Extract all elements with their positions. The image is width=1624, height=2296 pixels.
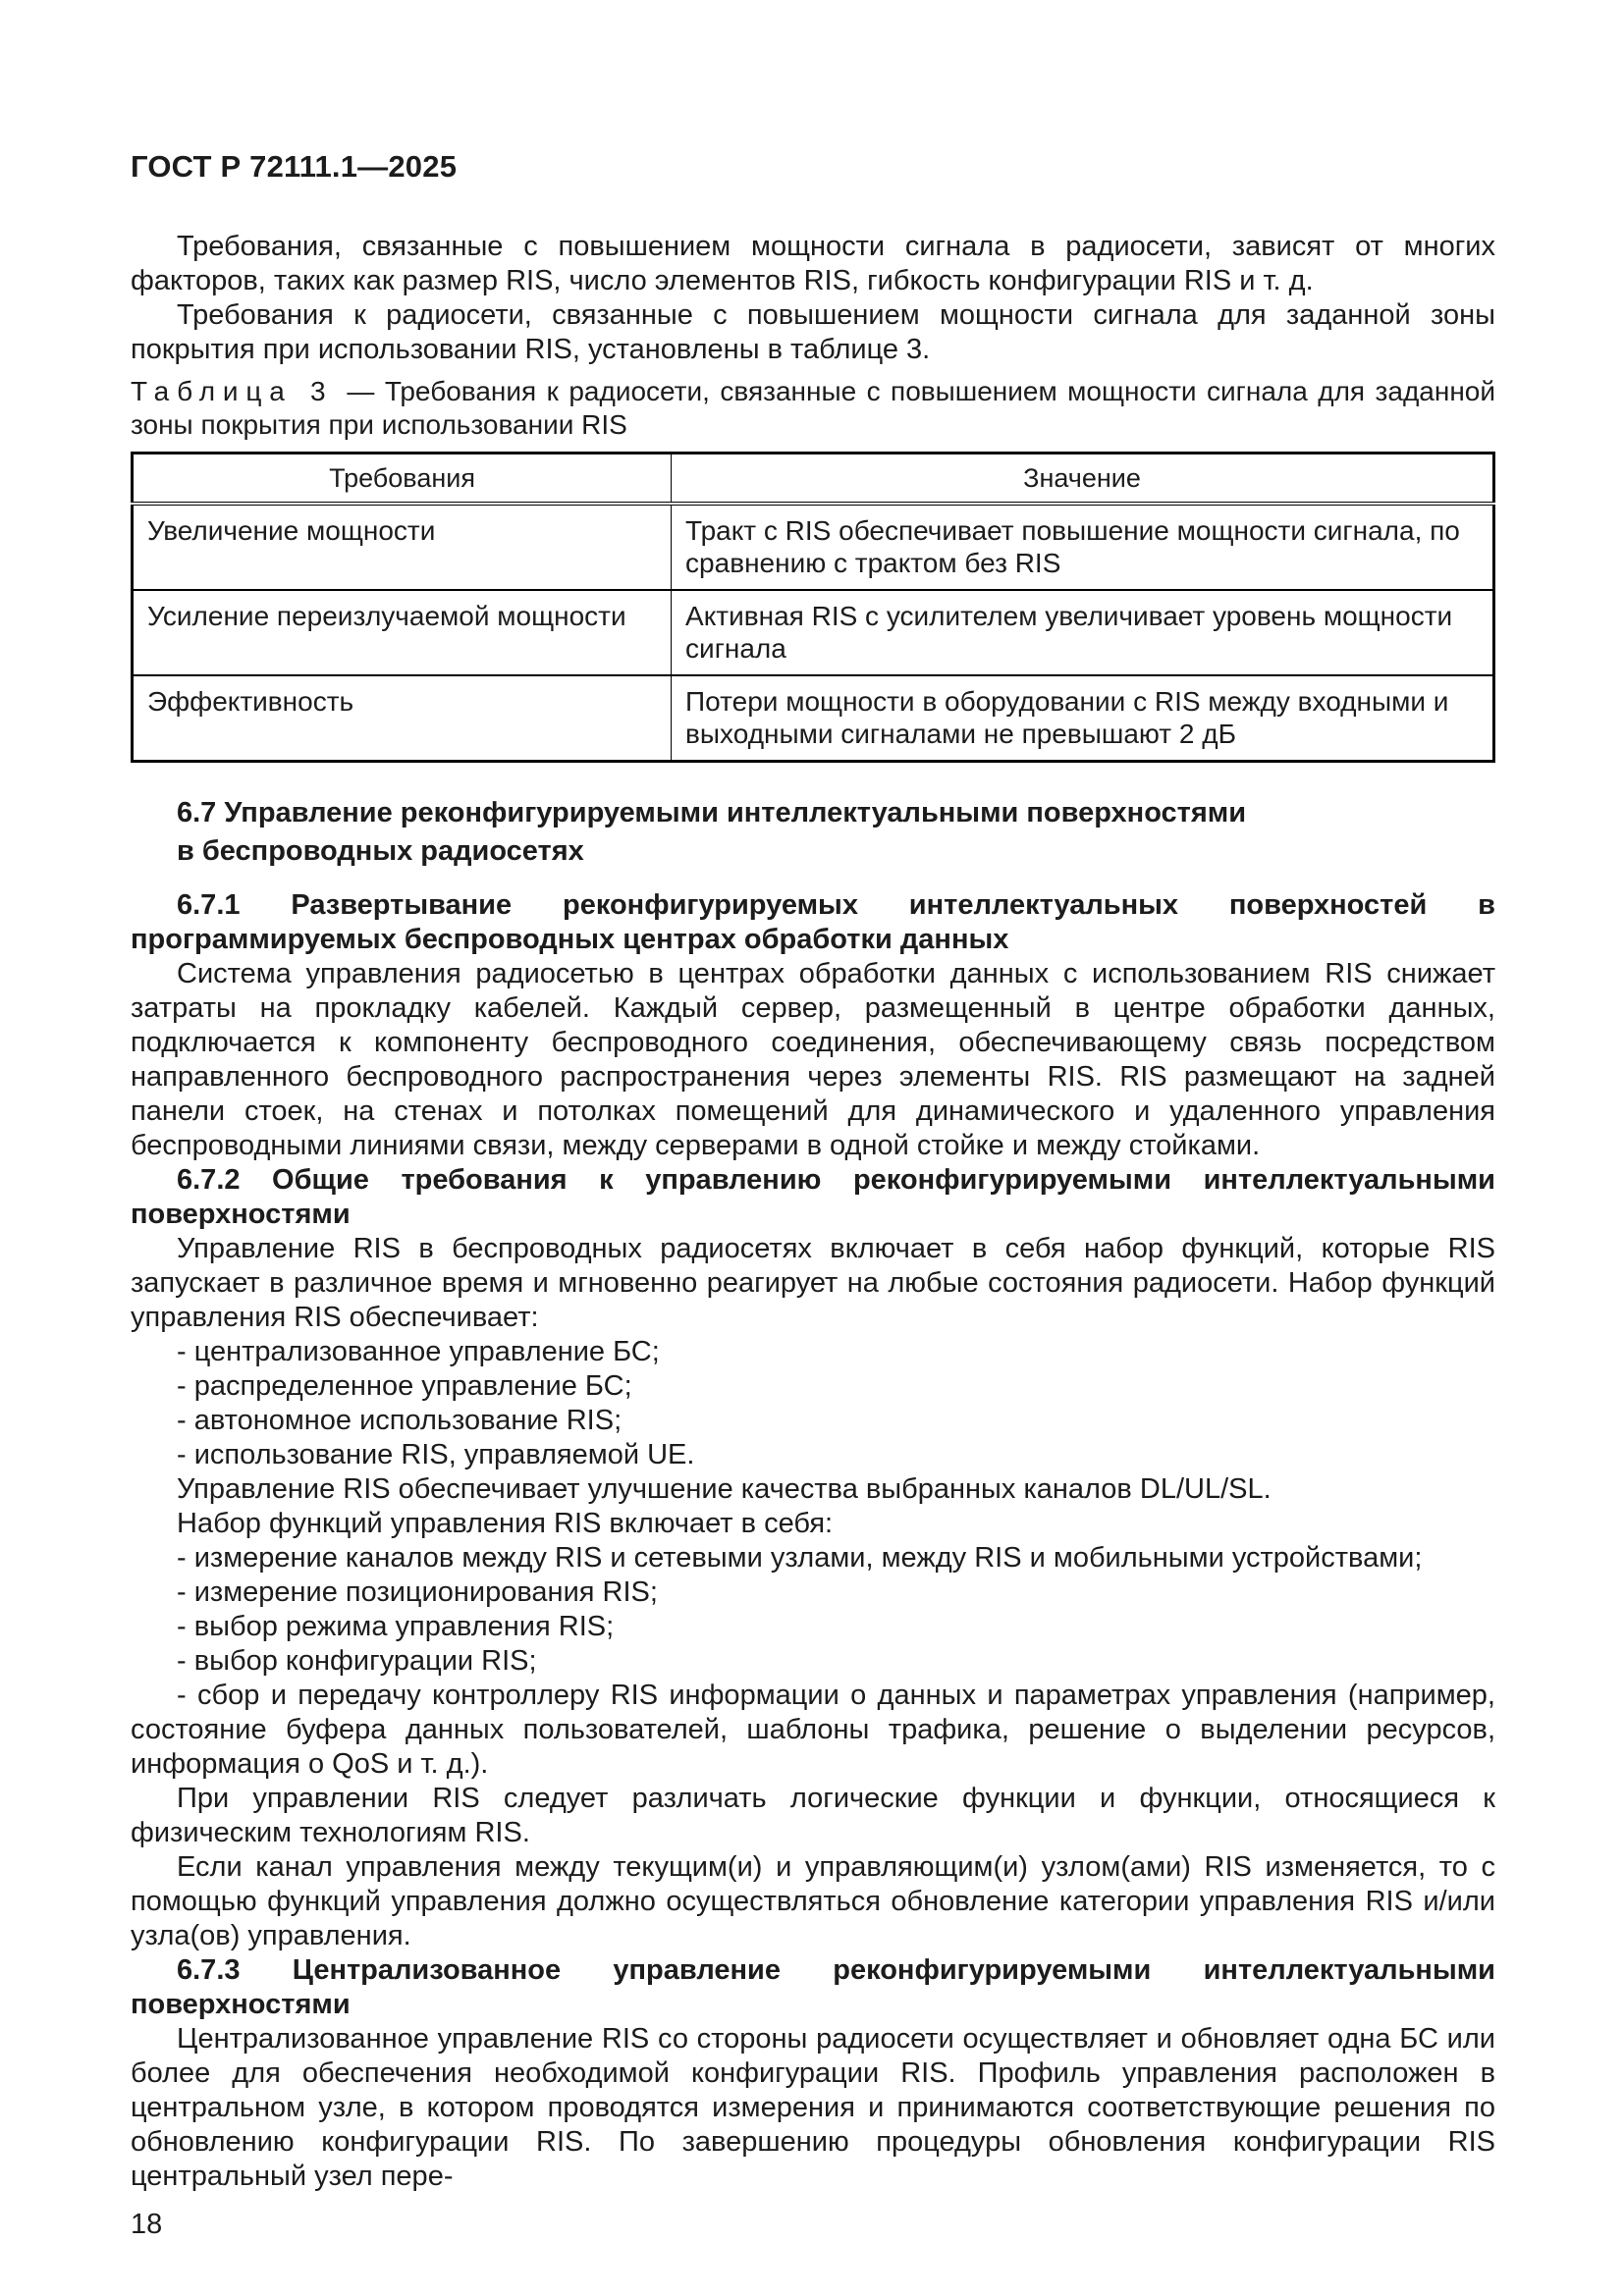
table-3-col-header-value: Значение	[672, 454, 1494, 505]
section-6-7-2-paragraph-3: Набор функций управления RIS включает в себя:	[177, 1508, 834, 1539]
list-item: - измерение каналов между RIS и сетевыми узлами, между RIS и мобильными устройствами;	[177, 1542, 1423, 1574]
table-3-header-row	[133, 454, 1494, 505]
table-3-col-header-requirements: Требования	[133, 454, 672, 505]
table-cell-value: Тракт с RIS обеспечивает повышение мощности сигнала, по сравнению с трактом без RIS	[685, 515, 1460, 578]
table-cell-requirement: Усиление переизлучаемой мощности	[133, 590, 672, 675]
list-item: - выбор конфигурации RIS;	[177, 1645, 537, 1677]
page-number: 18	[131, 2209, 163, 2240]
intro-paragraph-1: Требования, связанные с повышением мощности сигнала в радиосети, зависят от многих факторов, таких как размер RIS, число элементов RIS, гибкость конфигурации RIS и т. д.	[131, 231, 1495, 296]
section-heading-6-7	[131, 794, 1495, 871]
section-heading-6-7-1: 6.7.1 Развертывание реконфигурируемых интеллектуальных поверхностей в программируемых беспроводных центрах обработки данных	[131, 889, 1495, 955]
list-item: - распределенное управление БС;	[177, 1370, 632, 1402]
table-cell-requirement: Увеличение мощности	[133, 504, 672, 590]
section-heading-6-7-line2: в беспроводных радиосетях	[177, 835, 584, 867]
table-3-caption	[131, 375, 1495, 442]
section-6-7-2-paragraph-1: Управление RIS в беспроводных радиосетях включает в себя набор функций, которые RIS запускает в различное время и мгновенно реагирует на любые состояния радиосети. Набор функций управления RIS обеспечивает:	[131, 1233, 1495, 1333]
section-heading-6-7-line1: 6.7 Управление реконфигурируемыми интеллектуальными поверхностями	[177, 797, 1247, 828]
table-cell-requirement: Эффективность	[133, 675, 672, 762]
list-item: - использование RIS, управляемой UE.	[177, 1439, 695, 1470]
table-cell-value: Потери мощности в оборудовании с RIS между входными и выходными сигналами не превышают 2 дБ	[672, 675, 1494, 762]
list-item: - выбор режима управления RIS;	[177, 1611, 615, 1642]
list-item: - измерение позиционирования RIS;	[177, 1576, 658, 1608]
list-item: - централизованное управление БС;	[177, 1336, 660, 1367]
section-6-7-2-paragraph-4: При управлении RIS следует различать логические функции и функции, относящиеся к физическим технологиям RIS.	[131, 1783, 1495, 1848]
intro-paragraph-2: Требования к радиосети, связанные с повышением мощности сигнала для заданной зоны покрытия при использовании RIS, установлены в таблице 3.	[131, 299, 1495, 365]
table-row	[133, 504, 1494, 590]
section-6-7-3-paragraph: Централизованное управление RIS со стороны радиосети осуществляет и обновляет одна БС или более для обеспечения необходимой конфигурации RIS. Профиль управления расположен в центральном узле, в котором проводятся измерения и принимаются соответствующие решения по обновлению конфигурации RIS. По завершению процедуры обновления конфигурации RIS центральный узел пере-	[131, 2023, 1495, 2192]
running-header-doc-number: ГОСТ Р 72111.1—2025	[131, 149, 458, 184]
table-row	[133, 590, 1494, 675]
table-row	[133, 675, 1494, 762]
section-6-7-2-paragraph-5: Если канал управления между текущим(и) и управляющим(и) узлом(ами) RIS изменяется, то с помощью функций управления должно осуществляться обновление категории управления RIS и/или узла(ов) управления.	[131, 1851, 1495, 1951]
section-6-7-1-paragraph: Система управления радиосетью в центрах обработки данных с использованием RIS снижает затраты на прокладку кабелей. Каждый сервер, размещенный в центре обработки данных, подключается к компоненту беспроводного соединения, обеспечивающему связь посредством направленного беспроводного распространения через элементы RIS. RIS размещают на задней панели стоек, на стенах и потолках помещений для динамического и удаленного управления беспроводными линиями связи, между серверами в одной стойке и между стойками.	[131, 958, 1495, 1161]
table-3-caption-text: — Требования к радиосети, связанные с повышением мощности сигнала для заданной зоны покрытия при использовании RIS	[131, 376, 1495, 440]
table-cell-value: Активная RIS с усилителем увеличивает уровень мощности сигнала	[672, 590, 1494, 675]
list-item: - сбор и передачу контроллеру RIS информации о данных и параметрах управления (например, состояние буфера данных пользователей, шаблоны трафика, решение о выделении ресурсов, информация о QoS и т. д.).	[131, 1680, 1495, 1780]
section-heading-6-7-2: 6.7.2 Общие требования к управлению реконфигурируемыми интеллектуальными поверхностями	[131, 1164, 1495, 1230]
table-3-caption-label: Таблица 3	[131, 376, 334, 406]
list-item: - автономное использование RIS;	[177, 1405, 623, 1436]
section-heading-6-7-3: 6.7.3 Централизованное управление реконфигурируемыми интеллектуальными поверхностями	[131, 1954, 1495, 2020]
section-6-7-2-paragraph-2: Управление RIS обеспечивает улучшение качества выбранных каналов DL/UL/SL.	[177, 1473, 1272, 1505]
table-3	[131, 452, 1495, 763]
